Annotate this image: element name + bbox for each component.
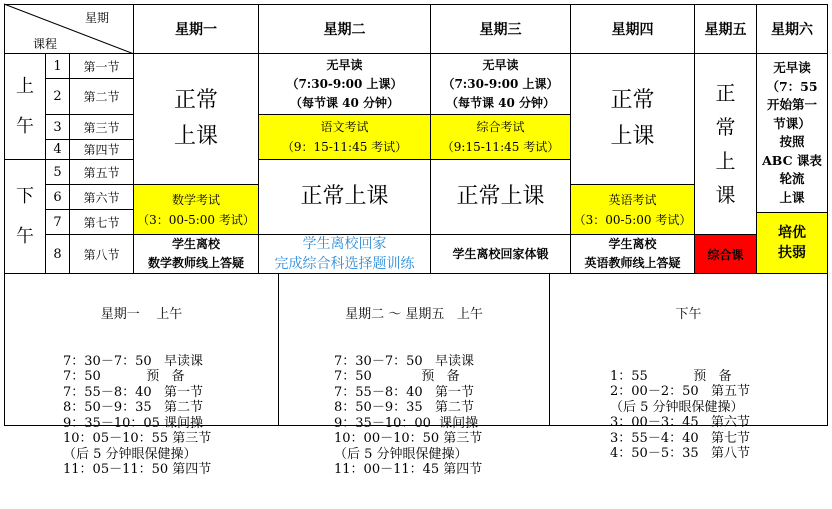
period-number: 7	[45, 209, 70, 235]
sat-period8-cell: 培优 扶弱	[756, 212, 828, 274]
mon-period8-cell: 学生离校 数学教师线上答疑	[133, 234, 259, 274]
tue-morning-note: 无早读 （7:30-9:00 上课） （每节课 40 分钟）	[258, 53, 431, 115]
schedule-title: 星期二 ～ 星期五 上午	[345, 307, 483, 322]
period-number: 5	[45, 159, 70, 185]
tue-exam-cell	[258, 114, 431, 160]
wed-exam-cell	[430, 114, 571, 160]
thu-exam-title: 英语考试	[608, 192, 657, 207]
tue-period8-cell: 学生离校回家 完成综合科选择题训练	[258, 234, 431, 274]
period-number: 2	[45, 78, 70, 115]
schedule-lines: 7：30－7：50 早读课 7：50 预 备 7：55－8：40 第一节 8：50－9：35 第二节 9：35－10：05 课间操 10：05－10：55 第三节 （后 5 分钟眼保健操） 11：05－11：50 第四节	[63, 353, 212, 477]
tue-exam-title: 语文考试	[320, 120, 369, 134]
period-number: 1	[45, 53, 70, 79]
period-name: 第八节	[69, 234, 134, 274]
day-header-thu: 星期四	[570, 4, 695, 54]
thu-exam-time: （3：00-5:00 考试）	[573, 212, 692, 227]
wed-afternoon-cell: 正常上课	[430, 159, 571, 235]
mon-exam-time: （3：00-5:00 考试）	[137, 212, 255, 227]
thu-exam-cell	[570, 184, 695, 235]
fri-period8-cell: 综合课	[694, 234, 757, 274]
wed-morning-note: 无早读 （7:30-9:00 上课） （每节课 40 分钟）	[430, 53, 571, 115]
wed-period8-cell: 学生离校回家体锻	[430, 234, 571, 274]
diagonal-line	[4, 4, 134, 54]
thu-morning-cell: 正常 上课	[570, 53, 695, 185]
wed-exam-time: （9:15-11:45 考试）	[441, 140, 560, 154]
corner-header	[4, 4, 134, 54]
afternoon-label: 下 午	[4, 159, 46, 274]
period-name: 第六节	[69, 184, 134, 210]
fri-main-cell: 正 常 上 课	[694, 53, 757, 235]
period-number: 6	[45, 184, 70, 210]
period-name: 第二节	[69, 78, 134, 115]
mon-exam-title: 数学考试	[171, 192, 220, 207]
day-header-wed: 星期三	[430, 4, 571, 54]
schedule-lines: 1：55 预 备 2：00－2：50 第五节 （后 5 分钟眼保健操） 3：00－3：45 第六节 3：55－4：40 第七节 4：50－5：35 第八节	[610, 368, 751, 461]
schedule-monday-morning	[4, 273, 279, 477]
period-number: 4	[45, 139, 70, 160]
day-header-tue: 星期二	[258, 4, 431, 54]
period-number: 8	[45, 234, 70, 274]
day-header-fri: 星期五	[694, 4, 757, 54]
thu-period8-cell: 学生离校 英语教师线上答疑	[570, 234, 695, 274]
corner-bottom-label: 课程	[33, 37, 58, 51]
period-name: 第五节	[69, 159, 134, 185]
morning-label: 上 午	[4, 53, 46, 160]
period-number: 3	[45, 114, 70, 140]
mon-exam-cell	[133, 184, 259, 235]
wed-exam-title: 综合考试	[476, 120, 525, 134]
period-name: 第三节	[69, 114, 134, 140]
day-header-sat: 星期六	[756, 4, 828, 54]
tue-exam-time: （9：15-11:45 考试）	[281, 140, 408, 154]
period-name: 第七节	[69, 209, 134, 235]
schedule-afternoon	[549, 273, 828, 461]
schedule-lines: 7：30－7：50 早读课 7：50 预 备 7：55－8：40 第一节 8：50－9：35 第二节 9：35－10：00 课间操 10：00－10：50 第三节 （后 5 分钟眼保健操） 11：00－11：45 第四节	[334, 353, 483, 477]
sat-main-cell: 无早读 （7：55 开始第一 节课） 按照 ABC 课表 轮流 上课	[756, 53, 828, 213]
corner-top-label: 星期	[85, 11, 110, 25]
schedule-title: 下午	[675, 307, 702, 322]
period-name: 第一节	[69, 53, 134, 79]
schedule-tue-fri-morning	[278, 273, 550, 477]
tue-afternoon-cell: 正常上课	[258, 159, 431, 235]
mon-morning-cell: 正常 上课	[133, 53, 259, 185]
period-name: 第四节	[69, 139, 134, 160]
day-header-mon: 星期一	[133, 4, 259, 54]
schedule-title: 星期一 上午	[100, 307, 183, 322]
